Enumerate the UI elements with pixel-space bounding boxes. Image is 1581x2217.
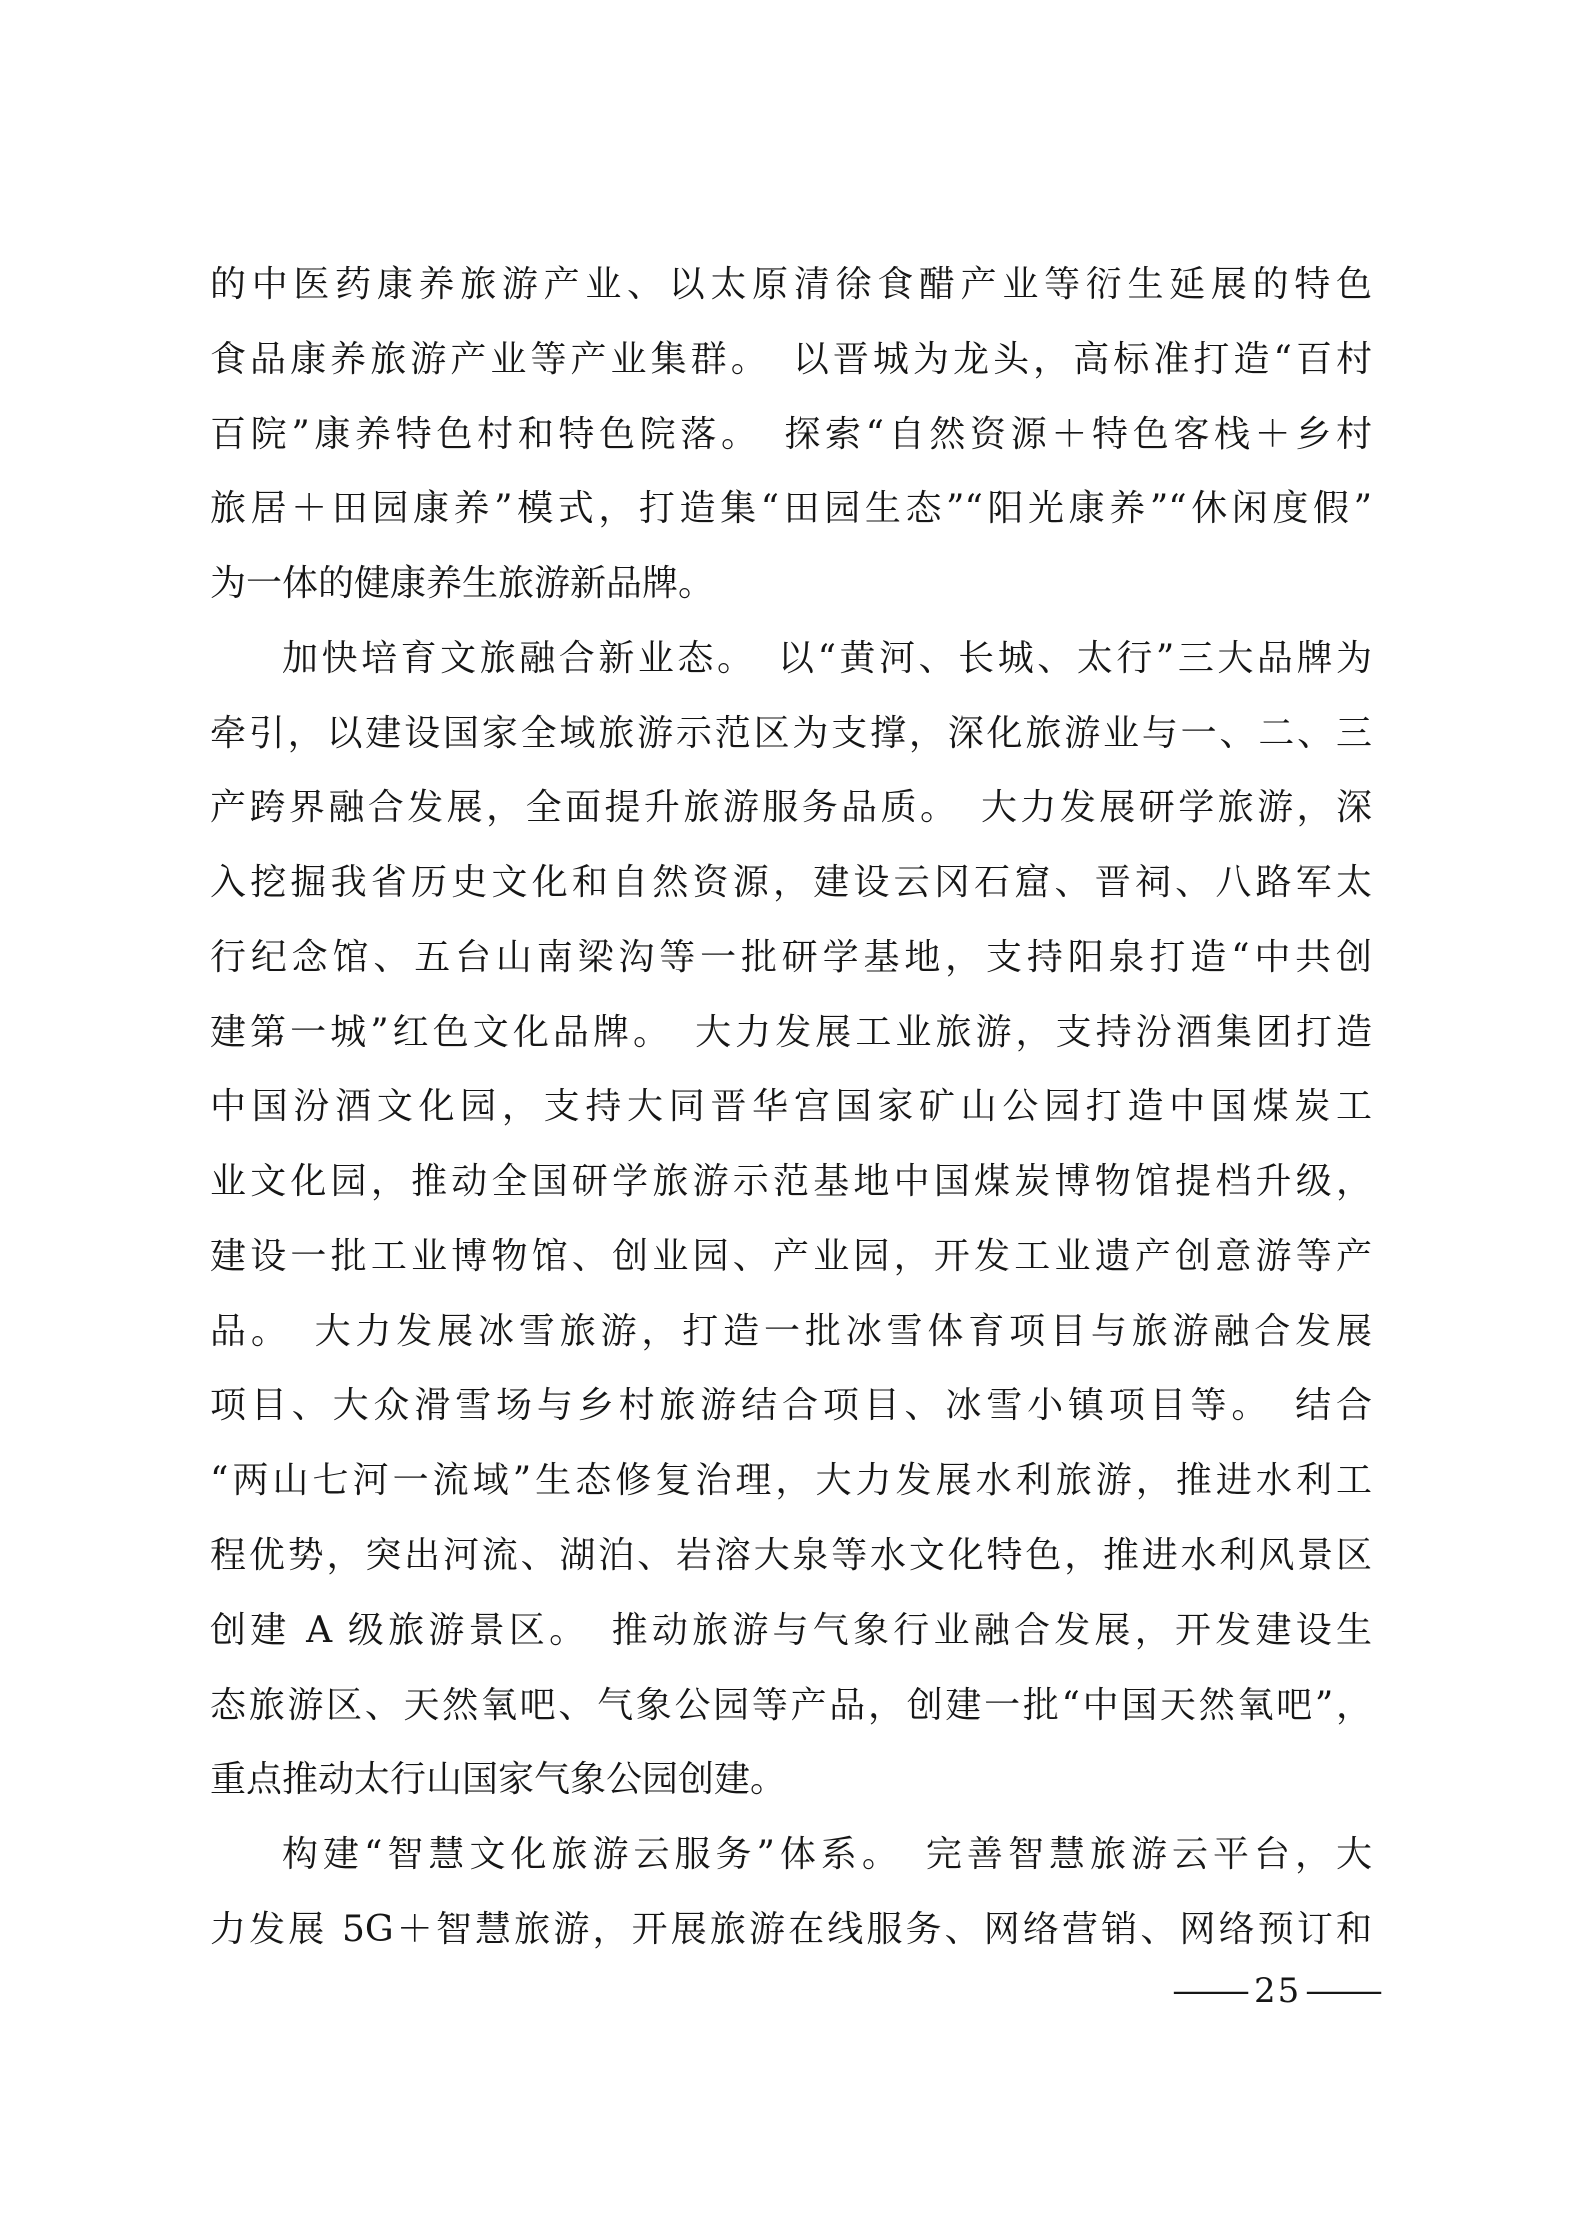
text-line: 建设一批工业博物馆、创业园、产业园，开发工业遗产创意游等产 (210, 1235, 1372, 1277)
document-body (210, 248, 1372, 1968)
text-line: 食品康养旅游产业等产业集群。 以晋城为龙头，高标准打造“百村 (210, 338, 1372, 380)
text-line: 建第一城”红色文化品牌。 大力发展工业旅游，支持汾酒集团打造 (210, 1011, 1372, 1053)
text-line: 重点推动太行山国家气象公园创建。 (210, 1759, 787, 1801)
text-line: 行纪念馆、五台山南梁沟等一批研学基地，支持阳泉打造“中共创 (210, 936, 1372, 978)
text-line: 创建 A 级旅游景区。 推动旅游与气象行业融合发展，开发建设生 (210, 1609, 1372, 1651)
page-number-value: 25 (1254, 1971, 1302, 2011)
text-line: 为一体的健康养生旅游新品牌。 (210, 563, 715, 605)
text-line: 的中医药康养旅游产业、以太原清徐食醋产业等衍生延展的特色 (210, 264, 1372, 305)
text-line: 业文化园，推动全国研学旅游示范基地中国煤炭博物馆提档升级， (210, 1161, 1372, 1203)
text-line: 力发展 5G＋智慧旅游，开展旅游在线服务、网络营销、网络预订和 (210, 1908, 1372, 1950)
text-line: 构建“智慧文化旅游云服务”体系。 完善智慧旅游云平台，大 (282, 1834, 1372, 1876)
text-line: 态旅游区、天然氧吧、气象公园等产品，创建一批“中国天然氧吧”， (210, 1684, 1372, 1726)
text-line: 百院”康养特色村和特色院落。 探索“自然资源＋特色客栈＋乡村 (210, 413, 1372, 455)
text-line: 品。 大力发展冰雪旅游，打造一批冰雪体育项目与旅游融合发展 (210, 1310, 1372, 1352)
text-line: 旅居＋田园康养”模式，打造集“田园生态”“阳光康养”“休闲度假” (210, 488, 1372, 530)
text-line: “两山七河一流域”生态修复治理，大力发展水利旅游，推进水利工 (210, 1460, 1372, 1502)
paragraph-1 (210, 248, 1372, 622)
text-line: 牵引，以建设国家全域旅游示范区为支撑，深化旅游业与一、二、三 (210, 712, 1372, 754)
text-line: 产跨界融合发展，全面提升旅游服务品质。 大力发展研学旅游，深 (210, 787, 1372, 829)
text-line: 程优势，突出河流、湖泊、岩溶大泉等水文化特色，推进水利风景区 (210, 1535, 1372, 1577)
page-number-left-dash: — (1170, 1971, 1252, 2011)
text-line: 项目、大众滑雪场与乡村旅游结合项目、冰雪小镇项目等。 结合 (210, 1385, 1372, 1427)
paragraph-2 (210, 622, 1372, 1818)
page-number-right-dash: — (1303, 1971, 1386, 2011)
page-number (1168, 1966, 1387, 2016)
text-line: 入挖掘我省历史文化和自然资源，建设云冈石窟、晋祠、八路军太 (210, 862, 1372, 904)
paragraph-3 (210, 1818, 1372, 1968)
text-line: 加快培育文旅融合新业态。 以“黄河、长城、太行”三大品牌为 (282, 637, 1372, 679)
text-line: 中国汾酒文化园，支持大同晋华宫国家矿山公园打造中国煤炭工 (210, 1086, 1372, 1128)
